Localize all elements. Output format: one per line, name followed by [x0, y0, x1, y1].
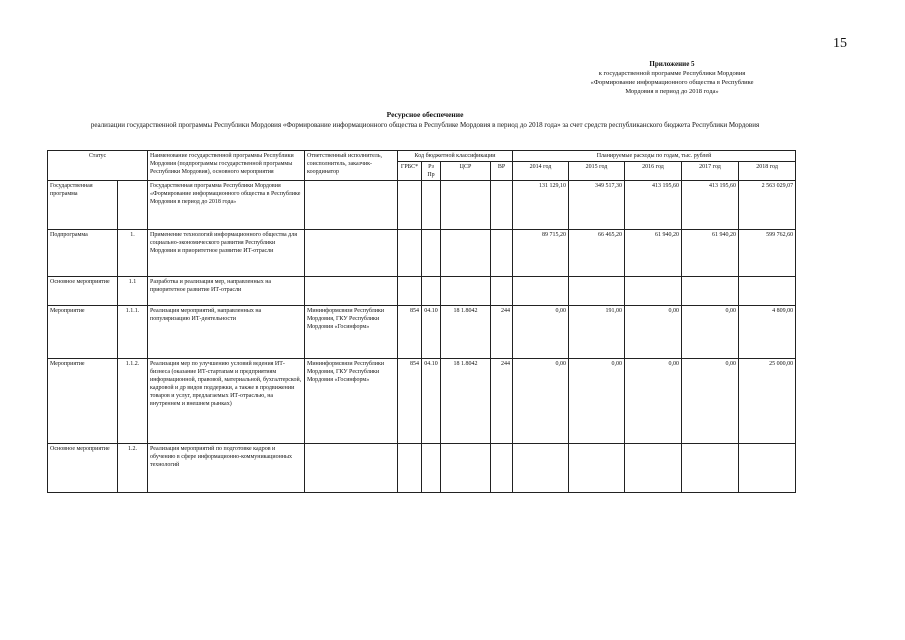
cell-status: Подпрограмма — [48, 230, 118, 277]
header-year-2016: 2016 год — [625, 162, 682, 181]
cell-csr — [441, 277, 491, 306]
header-responsible: Ответственный исполнитель, соисполнитель, заказчик-координатор — [305, 151, 398, 181]
cell-2016: 413 195,60 — [625, 181, 682, 230]
header-rzpr — [422, 162, 441, 181]
cell-2015: 66 465,20 — [569, 230, 625, 277]
table-row — [48, 444, 796, 493]
table-row — [48, 277, 796, 306]
header-pr: Пр — [427, 172, 435, 178]
cell-2017 — [682, 277, 739, 306]
cell-vr — [491, 230, 513, 277]
cell-csr: 18 1.8042 — [441, 359, 491, 444]
cell-2018: 25 000,00 — [739, 359, 796, 444]
cell-responsible — [305, 277, 398, 306]
cell-name: Реализация мер по улучшению условий ведения ИТ-бизнеса (оказание ИТ-стартапам и предприятиям информационной, правовой, материальной, бухгалтерской, кадровой и др видов поддержки, а также в продвижении товаров и услуг, предлагаемых ИТ-отраслью, на внутреннем и внешнем рынках) — [148, 359, 305, 444]
cell-responsible: Мининформсвязи Республики Мордовия, ГКУ Республики Мордовия «Госинформ» — [305, 306, 398, 359]
cell-2015 — [569, 277, 625, 306]
header-csr: ЦСР — [441, 162, 491, 181]
header-planned-expenses: Планируемые расходы по годам, тыс. рублей — [513, 151, 796, 162]
cell-status: Основное мероприятие — [48, 277, 118, 306]
cell-grbs — [398, 444, 422, 493]
cell-2014 — [513, 444, 569, 493]
table-row — [48, 306, 796, 359]
cell-num: 1. — [118, 230, 148, 277]
header-name: Наименование государственной программы Республики Мордовия (подпрограммы государственной программы Республики Мордовия), основного мероприятия — [148, 151, 305, 181]
appendix-note — [557, 60, 787, 96]
table-row — [48, 359, 796, 444]
cell-2017: 0,00 — [682, 359, 739, 444]
header-year-2014: 2014 год — [513, 162, 569, 181]
document-title: Ресурсное обеспечение — [386, 110, 464, 119]
cell-vr — [491, 181, 513, 230]
document-heading — [50, 110, 800, 130]
cell-vr — [491, 277, 513, 306]
cell-2014: 0,00 — [513, 359, 569, 444]
cell-vr: 244 — [491, 359, 513, 444]
document-subtitle: реализации государственной программы Республики Мордовия «Формирование информационного общества в Республике Мордовия в период до 2018 года» за счет средств республиканского бюджета Республики Мордовия — [90, 121, 760, 129]
cell-rzpr — [422, 277, 441, 306]
cell-2015 — [569, 444, 625, 493]
cell-2016: 0,00 — [625, 359, 682, 444]
cell-responsible — [305, 230, 398, 277]
cell-num — [118, 181, 148, 230]
table-row — [48, 230, 796, 277]
cell-status: Государственная программа — [48, 181, 118, 230]
header-year-2015: 2015 год — [569, 162, 625, 181]
appendix-line: «Формирование информационного общества в Республике — [590, 79, 754, 86]
cell-2018: 4 809,00 — [739, 306, 796, 359]
cell-grbs — [398, 277, 422, 306]
cell-grbs — [398, 230, 422, 277]
cell-2015: 349 517,30 — [569, 181, 625, 230]
cell-status: Мероприятие — [48, 306, 118, 359]
cell-status: Мероприятие — [48, 359, 118, 444]
cell-num: 1.1 — [118, 277, 148, 306]
cell-2018 — [739, 444, 796, 493]
table-row — [48, 181, 796, 230]
cell-2018 — [739, 277, 796, 306]
cell-num: 1.1.2. — [118, 359, 148, 444]
cell-2014: 89 715,20 — [513, 230, 569, 277]
cell-2016: 0,00 — [625, 306, 682, 359]
resource-table — [47, 150, 796, 493]
cell-grbs: 854 — [398, 359, 422, 444]
cell-grbs: 854 — [398, 306, 422, 359]
cell-csr: 18 1.8042 — [441, 306, 491, 359]
cell-csr — [441, 230, 491, 277]
header-year-2018: 2018 год — [739, 162, 796, 181]
cell-name: Применение технологий информационного общества для социально-экономического развития Республики Мордовия и приоритетное развитие ИТ-отрасли — [148, 230, 305, 277]
cell-responsible — [305, 444, 398, 493]
cell-rzpr: 04.10 — [422, 306, 441, 359]
cell-2014: 131 129,10 — [513, 181, 569, 230]
appendix-line: Мордовия в период до 2018 года» — [625, 88, 719, 95]
header-vr: ВР — [491, 162, 513, 181]
cell-csr — [441, 181, 491, 230]
cell-2018: 599 762,60 — [739, 230, 796, 277]
cell-2014: 0,00 — [513, 306, 569, 359]
header-grbs: ГРБС* — [398, 162, 422, 181]
cell-2018: 2 563 029,07 — [739, 181, 796, 230]
cell-responsible — [305, 181, 398, 230]
cell-csr — [441, 444, 491, 493]
cell-name: Реализация мероприятий, направленных на популяризацию ИТ-деятельности — [148, 306, 305, 359]
appendix-title: Приложение 5 — [649, 60, 695, 68]
cell-name: Реализация мероприятий по подготовке кадров и обучению в сфере информационно-коммуникационных технологий — [148, 444, 305, 493]
cell-status: Основное мероприятие — [48, 444, 118, 493]
header-rz: Рз — [428, 164, 434, 170]
cell-2015: 0,00 — [569, 359, 625, 444]
header-budget-code: Код бюджетной классификации — [398, 151, 513, 162]
cell-vr: 244 — [491, 306, 513, 359]
appendix-line: к государственной программе Республики Мордовия — [598, 70, 746, 77]
cell-2016: 61 940,20 — [625, 230, 682, 277]
cell-2017: 61 940,20 — [682, 230, 739, 277]
cell-2017: 0,00 — [682, 306, 739, 359]
cell-responsible: Мининформсвязи Республики Мордовия, ГКУ Республики Мордовия «Госинформ» — [305, 359, 398, 444]
cell-name: Государственная программа Республики Мордовия «Формирование информационного общества в Республике Мордовия в период до 2018 года» — [148, 181, 305, 230]
cell-rzpr — [422, 230, 441, 277]
cell-2015: 191,00 — [569, 306, 625, 359]
cell-2016 — [625, 277, 682, 306]
cell-2014 — [513, 277, 569, 306]
cell-name: Разработка и реализация мер, направленных на приоритетное развитие ИТ-отрасли — [148, 277, 305, 306]
cell-num: 1.2. — [118, 444, 148, 493]
cell-rzpr: 04.10 — [422, 359, 441, 444]
cell-2016 — [625, 444, 682, 493]
cell-rzpr — [422, 444, 441, 493]
cell-2017 — [682, 444, 739, 493]
page-number: 15 — [833, 36, 847, 51]
header-status: Статус — [48, 151, 148, 181]
cell-vr — [491, 444, 513, 493]
cell-grbs — [398, 181, 422, 230]
cell-num: 1.1.1. — [118, 306, 148, 359]
header-year-2017: 2017 год — [682, 162, 739, 181]
cell-2017: 413 195,60 — [682, 181, 739, 230]
cell-rzpr — [422, 181, 441, 230]
